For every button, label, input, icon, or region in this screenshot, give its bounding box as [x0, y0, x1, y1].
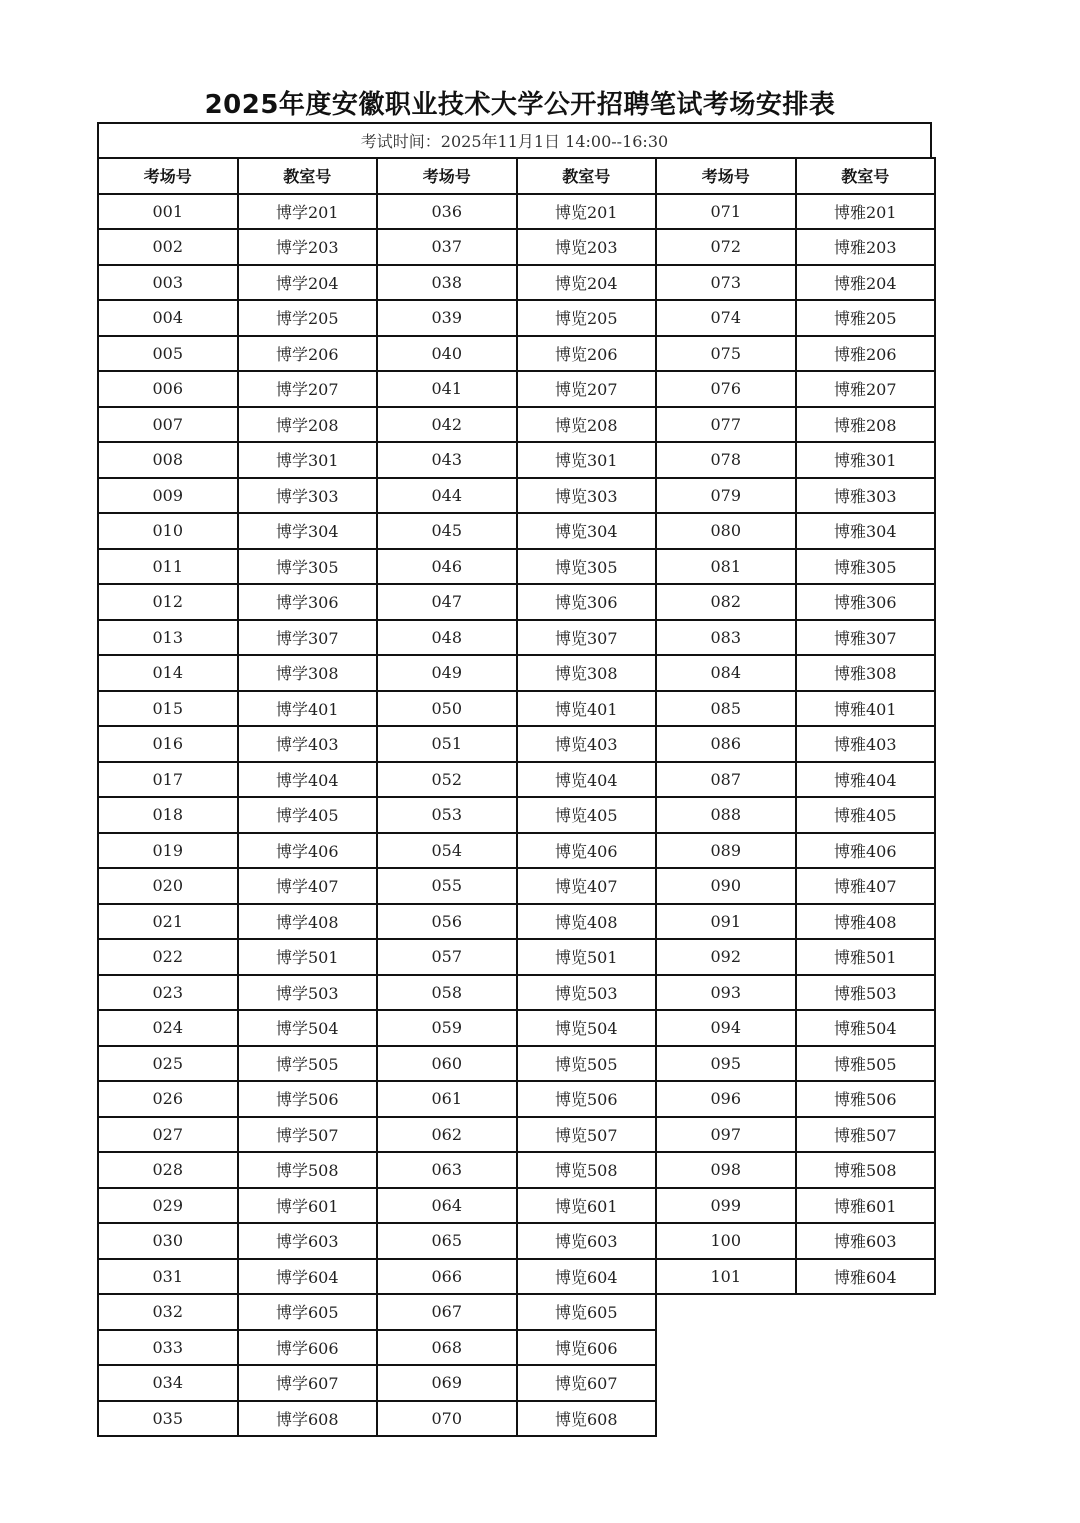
empty-cell	[656, 1330, 796, 1366]
classroom-number: 博览504	[517, 1010, 657, 1046]
classroom-number: 博雅303	[796, 478, 936, 514]
table-row	[98, 513, 935, 549]
exam-room-number: 054	[377, 833, 517, 869]
exam-room-number: 026	[98, 1081, 238, 1117]
classroom-number: 博学201	[238, 194, 378, 230]
classroom-number: 博学407	[238, 868, 378, 904]
classroom-number: 博览408	[517, 904, 657, 940]
exam-room-number: 032	[98, 1294, 238, 1330]
exam-room-number: 098	[656, 1152, 796, 1188]
classroom-number: 博雅507	[796, 1117, 936, 1153]
header-classroom: 教室号	[238, 158, 378, 194]
classroom-number: 博雅506	[796, 1081, 936, 1117]
exam-room-number: 020	[98, 868, 238, 904]
exam-room-number: 081	[656, 549, 796, 585]
exam-room-number: 057	[377, 939, 517, 975]
classroom-number: 博学308	[238, 655, 378, 691]
classroom-number: 博学206	[238, 336, 378, 372]
page-title: 2025年度安徽职业技术大学公开招聘笔试考场安排表	[204, 90, 836, 120]
classroom-number: 博学504	[238, 1010, 378, 1046]
exam-room-number: 082	[656, 584, 796, 620]
table-row	[98, 655, 935, 691]
table-row	[98, 478, 935, 514]
classroom-number: 博览501	[517, 939, 657, 975]
table-row	[98, 1046, 935, 1082]
exam-room-number: 017	[98, 762, 238, 798]
table-row	[98, 1152, 935, 1188]
classroom-number: 博览306	[517, 584, 657, 620]
table-row	[98, 797, 935, 833]
classroom-number: 博览201	[517, 194, 657, 230]
exam-room-number: 021	[98, 904, 238, 940]
table-row	[98, 975, 935, 1011]
table-row	[98, 1188, 935, 1224]
classroom-number: 博学603	[238, 1223, 378, 1259]
exam-room-number: 068	[377, 1330, 517, 1366]
exam-room-number: 044	[377, 478, 517, 514]
exam-room-number: 033	[98, 1330, 238, 1366]
classroom-number: 博雅206	[796, 336, 936, 372]
table-row	[98, 1330, 935, 1366]
exam-room-number: 005	[98, 336, 238, 372]
table-row	[98, 1401, 935, 1437]
header-row	[98, 158, 935, 194]
exam-room-number: 038	[377, 265, 517, 301]
table-row	[98, 904, 935, 940]
exam-room-number: 060	[377, 1046, 517, 1082]
classroom-number: 博雅405	[796, 797, 936, 833]
classroom-number: 博览304	[517, 513, 657, 549]
exam-room-number: 028	[98, 1152, 238, 1188]
classroom-number: 博雅203	[796, 229, 936, 265]
classroom-number: 博学601	[238, 1188, 378, 1224]
empty-cell	[796, 1401, 936, 1437]
classroom-number: 博雅503	[796, 975, 936, 1011]
exam-room-number: 048	[377, 620, 517, 656]
header-classroom: 教室号	[796, 158, 936, 194]
exam-room-number: 099	[656, 1188, 796, 1224]
exam-room-number: 065	[377, 1223, 517, 1259]
exam-room-number: 073	[656, 265, 796, 301]
exam-room-number: 085	[656, 691, 796, 727]
table-row	[98, 1117, 935, 1153]
table-row	[98, 1081, 935, 1117]
table-row	[98, 407, 935, 443]
exam-room-number: 084	[656, 655, 796, 691]
exam-room-number: 080	[656, 513, 796, 549]
classroom-number: 博览206	[517, 336, 657, 372]
exam-room-number: 013	[98, 620, 238, 656]
table-row	[98, 549, 935, 585]
classroom-number: 博雅504	[796, 1010, 936, 1046]
exam-room-number: 077	[656, 407, 796, 443]
classroom-number: 博学607	[238, 1365, 378, 1401]
classroom-number: 博学306	[238, 584, 378, 620]
table-row	[98, 1259, 935, 1295]
exam-room-number: 030	[98, 1223, 238, 1259]
classroom-number: 博雅308	[796, 655, 936, 691]
exam-room-number: 012	[98, 584, 238, 620]
classroom-number: 博览204	[517, 265, 657, 301]
classroom-number: 博雅604	[796, 1259, 936, 1295]
classroom-number: 博学507	[238, 1117, 378, 1153]
exam-room-number: 002	[98, 229, 238, 265]
classroom-number: 博学207	[238, 371, 378, 407]
classroom-number: 博学203	[238, 229, 378, 265]
classroom-number: 博览401	[517, 691, 657, 727]
exam-room-number: 071	[656, 194, 796, 230]
classroom-number: 博学503	[238, 975, 378, 1011]
exam-room-number: 066	[377, 1259, 517, 1295]
exam-room-number: 083	[656, 620, 796, 656]
exam-room-number: 067	[377, 1294, 517, 1330]
table-row	[98, 726, 935, 762]
classroom-number: 博雅406	[796, 833, 936, 869]
classroom-number: 博雅501	[796, 939, 936, 975]
exam-room-number: 034	[98, 1365, 238, 1401]
exam-room-number: 079	[656, 478, 796, 514]
classroom-number: 博览605	[517, 1294, 657, 1330]
classroom-number: 博学303	[238, 478, 378, 514]
classroom-number: 博学401	[238, 691, 378, 727]
empty-cell	[796, 1365, 936, 1401]
exam-room-number: 003	[98, 265, 238, 301]
classroom-number: 博学608	[238, 1401, 378, 1437]
classroom-number: 博学508	[238, 1152, 378, 1188]
classroom-number: 博雅204	[796, 265, 936, 301]
exam-room-number: 023	[98, 975, 238, 1011]
classroom-number: 博雅401	[796, 691, 936, 727]
classroom-number: 博学208	[238, 407, 378, 443]
empty-cell	[656, 1294, 796, 1330]
table-row	[98, 762, 935, 798]
exam-room-number: 062	[377, 1117, 517, 1153]
exam-room-number: 094	[656, 1010, 796, 1046]
classroom-number: 博学205	[238, 300, 378, 336]
classroom-number: 博览208	[517, 407, 657, 443]
exam-room-number: 036	[377, 194, 517, 230]
classroom-number: 博览308	[517, 655, 657, 691]
classroom-number: 博览604	[517, 1259, 657, 1295]
classroom-number: 博学605	[238, 1294, 378, 1330]
exam-room-number: 064	[377, 1188, 517, 1224]
classroom-number: 博雅205	[796, 300, 936, 336]
exam-room-number: 007	[98, 407, 238, 443]
exam-room-number: 096	[656, 1081, 796, 1117]
classroom-number: 博学606	[238, 1330, 378, 1366]
empty-cell	[796, 1294, 936, 1330]
exam-room-number: 069	[377, 1365, 517, 1401]
exam-room-number: 078	[656, 442, 796, 478]
exam-room-number: 093	[656, 975, 796, 1011]
exam-room-number: 031	[98, 1259, 238, 1295]
exam-room-number: 101	[656, 1259, 796, 1295]
exam-room-number: 008	[98, 442, 238, 478]
classroom-number: 博览507	[517, 1117, 657, 1153]
exam-room-number: 006	[98, 371, 238, 407]
exam-room-number: 027	[98, 1117, 238, 1153]
exam-room-number: 097	[656, 1117, 796, 1153]
exam-room-number: 022	[98, 939, 238, 975]
classroom-number: 博览406	[517, 833, 657, 869]
header-exam-room: 考场号	[656, 158, 796, 194]
exam-room-number: 076	[656, 371, 796, 407]
classroom-number: 博学307	[238, 620, 378, 656]
classroom-number: 博学408	[238, 904, 378, 940]
header-exam-room: 考场号	[377, 158, 517, 194]
exam-room-number: 058	[377, 975, 517, 1011]
classroom-number: 博雅201	[796, 194, 936, 230]
exam-room-number: 004	[98, 300, 238, 336]
exam-room-number: 063	[377, 1152, 517, 1188]
classroom-number: 博览505	[517, 1046, 657, 1082]
empty-cell	[656, 1401, 796, 1437]
exam-room-number: 043	[377, 442, 517, 478]
exam-room-number: 092	[656, 939, 796, 975]
exam-room-table	[97, 157, 936, 1437]
classroom-number: 博览207	[517, 371, 657, 407]
classroom-number: 博学501	[238, 939, 378, 975]
classroom-number: 博雅306	[796, 584, 936, 620]
exam-room-number: 095	[656, 1046, 796, 1082]
table-row	[98, 1294, 935, 1330]
classroom-number: 博雅508	[796, 1152, 936, 1188]
classroom-number: 博览405	[517, 797, 657, 833]
exam-room-number: 086	[656, 726, 796, 762]
classroom-number: 博览503	[517, 975, 657, 1011]
exam-room-number: 014	[98, 655, 238, 691]
classroom-number: 博学604	[238, 1259, 378, 1295]
exam-room-number: 089	[656, 833, 796, 869]
classroom-number: 博雅208	[796, 407, 936, 443]
exam-room-number: 051	[377, 726, 517, 762]
exam-room-number: 055	[377, 868, 517, 904]
header-exam-room: 考场号	[98, 158, 238, 194]
table-row	[98, 1365, 935, 1401]
exam-time: 考试时间：2025年11月1日 14:00--16:30	[97, 122, 932, 157]
exam-room-number: 075	[656, 336, 796, 372]
exam-room-number: 011	[98, 549, 238, 585]
exam-room-number: 059	[377, 1010, 517, 1046]
classroom-number: 博雅403	[796, 726, 936, 762]
classroom-number: 博雅601	[796, 1188, 936, 1224]
empty-cell	[796, 1330, 936, 1366]
table-row	[98, 939, 935, 975]
classroom-number: 博雅305	[796, 549, 936, 585]
classroom-number: 博学506	[238, 1081, 378, 1117]
classroom-number: 博览603	[517, 1223, 657, 1259]
classroom-number: 博雅207	[796, 371, 936, 407]
classroom-number: 博览407	[517, 868, 657, 904]
table-row	[98, 620, 935, 656]
classroom-number: 博学204	[238, 265, 378, 301]
table-row	[98, 194, 935, 230]
table-row	[98, 868, 935, 904]
classroom-number: 博学403	[238, 726, 378, 762]
exam-room-number: 045	[377, 513, 517, 549]
classroom-number: 博学405	[238, 797, 378, 833]
classroom-number: 博雅603	[796, 1223, 936, 1259]
header-classroom: 教室号	[517, 158, 657, 194]
exam-room-number: 088	[656, 797, 796, 833]
exam-room-number: 056	[377, 904, 517, 940]
exam-room-number: 010	[98, 513, 238, 549]
table-row	[98, 300, 935, 336]
table-row	[98, 1223, 935, 1259]
table-row	[98, 691, 935, 727]
exam-room-number: 025	[98, 1046, 238, 1082]
classroom-number: 博雅301	[796, 442, 936, 478]
exam-room-number: 090	[656, 868, 796, 904]
classroom-number: 博雅407	[796, 868, 936, 904]
exam-room-number: 050	[377, 691, 517, 727]
exam-room-number: 024	[98, 1010, 238, 1046]
classroom-number: 博学305	[238, 549, 378, 585]
classroom-number: 博览307	[517, 620, 657, 656]
exam-room-number: 019	[98, 833, 238, 869]
classroom-number: 博览608	[517, 1401, 657, 1437]
exam-room-number: 052	[377, 762, 517, 798]
exam-room-number: 029	[98, 1188, 238, 1224]
table-row	[98, 584, 935, 620]
classroom-number: 博雅404	[796, 762, 936, 798]
exam-room-number: 018	[98, 797, 238, 833]
table-row	[98, 229, 935, 265]
table-row	[98, 336, 935, 372]
classroom-number: 博学406	[238, 833, 378, 869]
exam-room-number: 037	[377, 229, 517, 265]
exam-room-number: 035	[98, 1401, 238, 1437]
classroom-number: 博雅505	[796, 1046, 936, 1082]
exam-room-number: 087	[656, 762, 796, 798]
classroom-number: 博览205	[517, 300, 657, 336]
exam-room-number: 100	[656, 1223, 796, 1259]
table-row	[98, 833, 935, 869]
classroom-number: 博览607	[517, 1365, 657, 1401]
classroom-number: 博览203	[517, 229, 657, 265]
exam-room-number: 070	[377, 1401, 517, 1437]
classroom-number: 博览508	[517, 1152, 657, 1188]
classroom-number: 博览305	[517, 549, 657, 585]
exam-room-number: 009	[98, 478, 238, 514]
classroom-number: 博览303	[517, 478, 657, 514]
exam-room-number: 042	[377, 407, 517, 443]
classroom-number: 博览601	[517, 1188, 657, 1224]
classroom-number: 博览404	[517, 762, 657, 798]
exam-room-number: 046	[377, 549, 517, 585]
classroom-number: 博览403	[517, 726, 657, 762]
empty-cell	[656, 1365, 796, 1401]
exam-room-number: 049	[377, 655, 517, 691]
exam-room-number: 053	[377, 797, 517, 833]
classroom-number: 博雅307	[796, 620, 936, 656]
table-row	[98, 265, 935, 301]
classroom-number: 博雅408	[796, 904, 936, 940]
table-row	[98, 442, 935, 478]
exam-room-number: 074	[656, 300, 796, 336]
classroom-number: 博览301	[517, 442, 657, 478]
exam-room-number: 040	[377, 336, 517, 372]
table-row	[98, 371, 935, 407]
exam-room-number: 015	[98, 691, 238, 727]
exam-room-number: 091	[656, 904, 796, 940]
classroom-number: 博学304	[238, 513, 378, 549]
exam-room-number: 016	[98, 726, 238, 762]
classroom-number: 博览606	[517, 1330, 657, 1366]
exam-room-number: 039	[377, 300, 517, 336]
exam-room-number: 061	[377, 1081, 517, 1117]
classroom-number: 博学505	[238, 1046, 378, 1082]
classroom-number: 博学301	[238, 442, 378, 478]
classroom-number: 博学404	[238, 762, 378, 798]
exam-room-number: 001	[98, 194, 238, 230]
exam-room-number: 072	[656, 229, 796, 265]
exam-room-number: 047	[377, 584, 517, 620]
classroom-number: 博览506	[517, 1081, 657, 1117]
table-row	[98, 1010, 935, 1046]
exam-room-number: 041	[377, 371, 517, 407]
classroom-number: 博雅304	[796, 513, 936, 549]
